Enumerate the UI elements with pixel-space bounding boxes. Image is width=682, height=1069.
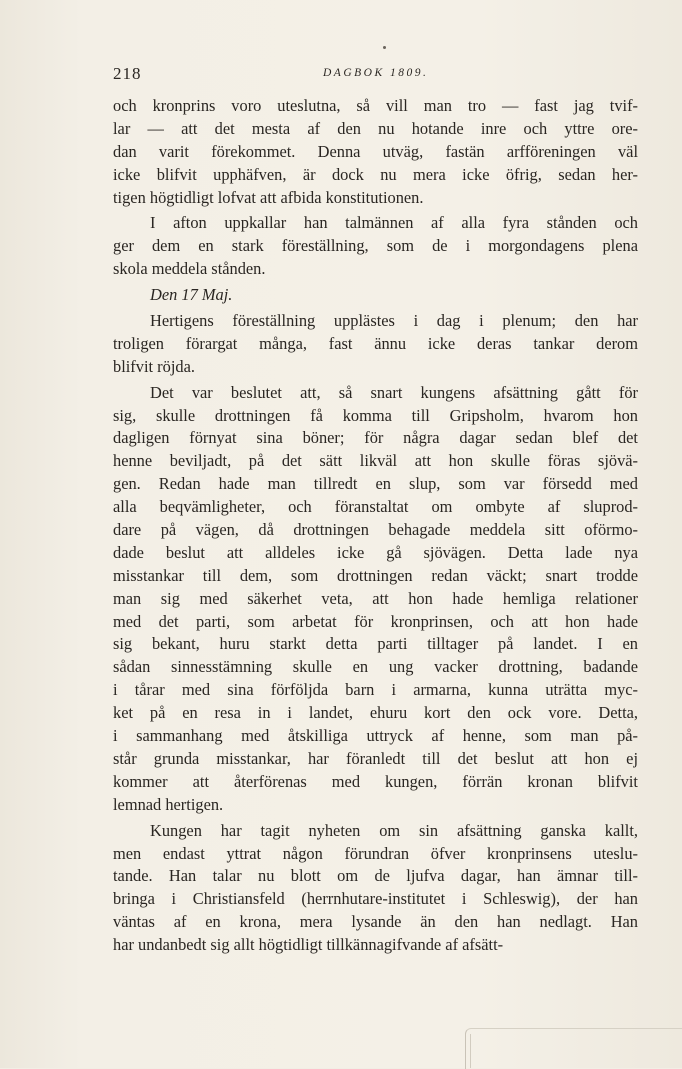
paragraph bbox=[113, 212, 638, 281]
text-line: I afton uppkallar han talmännen af alla fyra stånden och bbox=[150, 213, 638, 233]
running-title: DAGBOK 1809. bbox=[323, 67, 429, 79]
paragraph bbox=[113, 310, 638, 379]
paragraph bbox=[113, 820, 638, 957]
date-heading-text: Den 17 Maj. bbox=[150, 285, 233, 305]
text-line: man sig med säkerhet veta, att hon hade hemliga relationer bbox=[113, 588, 638, 608]
page-number: 218 bbox=[113, 64, 142, 83]
text-line: har undanbedt sig allt högtidligt tillkännagifvande af afsätt- bbox=[113, 935, 504, 955]
text-line: men endast yttrat någon förundran öfver kronprinsens uteslu- bbox=[113, 843, 638, 863]
page-edge-shadow-inner bbox=[470, 1034, 682, 1068]
ink-speck bbox=[383, 46, 386, 49]
paragraph bbox=[113, 95, 638, 209]
text-line: Hertigens föreställning upplästes i dag i plenum; den har bbox=[150, 311, 638, 331]
text-line: dare på vägen, då drottningen behagade meddela sitt oförmo- bbox=[113, 520, 638, 540]
text-line: sig bekant, huru starkt detta parti tilltager på landet. I en bbox=[113, 634, 638, 654]
text-line: skola meddela stånden. bbox=[113, 259, 266, 279]
text-line: Kungen har tagit nyheten om sin afsättning ganska kallt, bbox=[150, 820, 638, 840]
text-line: misstankar till dem, som drottningen redan väckt; snart trodde bbox=[113, 565, 638, 585]
text-line: henne beviljadt, på det sätt likväl att hon skulle föras sjövä- bbox=[113, 451, 638, 471]
text-line: ger dem en stark föreställning, som de i morgondagens plena bbox=[113, 236, 638, 256]
text-line: kommer att återförenas med kungen, förrän kronan blifvit bbox=[113, 771, 638, 791]
text-line: bringa i Christiansfeld (herrnhutare-institutet i Schleswig), der han bbox=[113, 889, 638, 909]
running-header bbox=[113, 64, 638, 86]
date-heading bbox=[113, 284, 638, 307]
text-line: väntas af en krona, mera lysande än den han nedlagt. Han bbox=[113, 912, 638, 932]
text-line: troligen förargat många, fast ännu icke deras tankar derom bbox=[113, 333, 638, 353]
text-line: alla beqvämligheter, och föranstaltat om ombyte af sluprod- bbox=[113, 497, 638, 517]
text-line: dade beslut att alldeles icke gå sjövägen. Detta lade nya bbox=[113, 542, 638, 562]
text-line: i sammanhang med åtskilliga uttryck af henne, som man på- bbox=[113, 726, 638, 746]
body-text bbox=[113, 95, 638, 960]
text-line: gen. Redan hade man tillredt en slup, som var försedd med bbox=[113, 474, 638, 494]
text-line: tigen högtidligt lofvat att afbida konstitutionen. bbox=[113, 187, 424, 207]
text-line: sådan sinnesstämning skulle en ung vacker drottning, badande bbox=[113, 657, 638, 677]
text-line: lemnad hertigen. bbox=[113, 794, 224, 814]
text-line: icke blifvit upphäfven, är dock nu mera icke öfrig, sedan her- bbox=[113, 164, 638, 184]
text-line: dagligen förnyat sina böner; för några dagar sedan blef det bbox=[113, 428, 638, 448]
text-line: i tårar med sina förföljda barn i armarna, kunna uträtta myc- bbox=[113, 680, 638, 700]
paragraph bbox=[113, 382, 638, 817]
text-line: och kronprins voro uteslutna, så vill man tro — fast jag tvif- bbox=[113, 96, 638, 115]
text-line: blifvit röjda. bbox=[113, 356, 195, 376]
text-line: står grunda misstankar, har föranledt till det beslut att hon ej bbox=[113, 748, 638, 768]
text-line: Det var beslutet att, så snart kungens afsättning gått för bbox=[150, 382, 638, 402]
text-line: sig, skulle drottningen få komma till Gripsholm, hvarom hon bbox=[113, 405, 638, 425]
text-line: tande. Han talar nu blott om de ljufva dagar, han ämnar till- bbox=[113, 866, 638, 886]
text-line: lar — att det mesta af den nu hotande inre och yttre ore- bbox=[113, 118, 638, 138]
text-line: dan varit förekommet. Denna utväg, fastän arfföreningen väl bbox=[113, 141, 638, 161]
text-line: med det parti, som arbetat för kronprinsen, och att hon hade bbox=[113, 611, 638, 631]
text-line: ket på en resa in i landet, ehuru kort den ock vore. Detta, bbox=[113, 703, 638, 723]
